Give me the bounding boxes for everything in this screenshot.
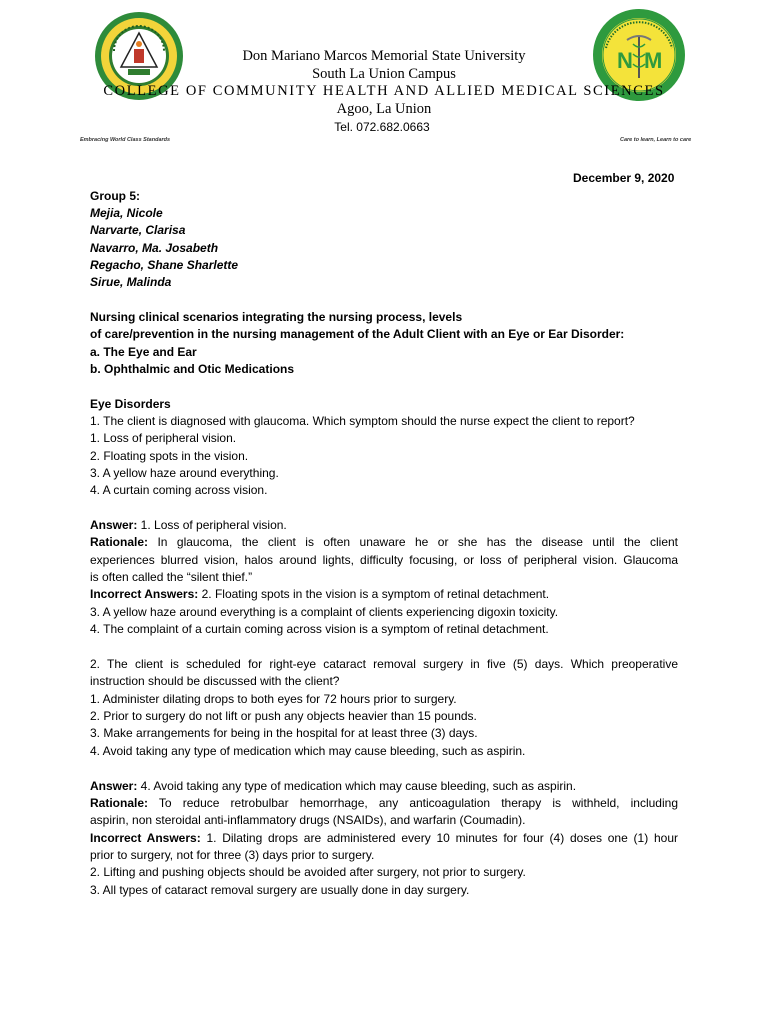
group-member: Sirue, Malinda — [90, 275, 172, 289]
topic-item-a: a. The Eye and Ear — [90, 345, 197, 359]
question-1: 1. The client is diagnosed with glaucoma. Which symptom should the nurse expect the client to report? — [90, 414, 635, 428]
town-name: Agoo, La Union — [336, 101, 432, 117]
topic-item-b: b. Ophthalmic and Otic Medications — [90, 362, 295, 376]
svg-text:M: M — [644, 48, 663, 73]
q1-rationale — [90, 534, 678, 551]
rationale-label: Rationale: — [90, 535, 149, 549]
incorrect-label: Incorrect Answers: — [90, 831, 201, 845]
q2-rationale-line: aspirin, non steroidal anti-inflammatory drugs (NSAIDs), and warfarin (Coumadin). — [90, 813, 526, 827]
incorrect-text: 1. Dilating drops are administered every 10 minutes for four (4) doses one (1) hour — [200, 831, 678, 845]
rationale-text: In glaucoma, the client is often unaware he or she has the disease until the client — [148, 535, 678, 549]
answer-label: Answer: — [90, 779, 138, 793]
group-member: Narvarte, Clarisa — [90, 223, 186, 237]
rationale-label: Rationale: — [90, 796, 149, 810]
incorrect-text: 2. Floating spots in the vision is a symptom of retinal detachment. — [198, 587, 550, 601]
q1-option: 1. Loss of peripheral vision. — [90, 431, 237, 445]
rationale-text: To reduce retrobulbar hemorrhage, any anticoagulation therapy is withheld, including — [148, 796, 678, 810]
q2-answer — [90, 778, 576, 795]
group-member: Regacho, Shane Sharlette — [90, 258, 239, 272]
question-2: 2. The client is scheduled for right-eye cataract removal surgery in five (5) days. Which preoperative — [90, 657, 678, 671]
question-2-line: instruction should be discussed with the client? — [90, 674, 340, 688]
incorrect-label: Incorrect Answers: — [90, 587, 199, 601]
q2-incorrect-line: 2. Lifting and pushing objects should be avoided after surgery, not prior to surgery. — [90, 865, 526, 879]
q1-option: 4. A curtain coming across vision. — [90, 483, 268, 497]
topic-line: Nursing clinical scenarios integrating the nursing process, levels — [90, 310, 463, 324]
q2-incorrect-line: prior to surgery, not for three (3) days prior to surgery. — [90, 848, 375, 862]
q2-option: 3. Make arrangements for being in the hospital for at least three (3) days. — [90, 726, 478, 740]
q2-option: 2. Prior to surgery do not lift or push any objects heavier than 15 pounds. — [90, 709, 477, 723]
q2-option: 4. Avoid taking any type of medication which may cause bleeding, such as aspirin. — [90, 744, 526, 758]
answer-text: 4. Avoid taking any type of medication which may cause bleeding, such as aspirin. — [137, 779, 577, 793]
q1-option: 3. A yellow haze around everything. — [90, 466, 279, 480]
q2-incorrect — [90, 830, 678, 847]
topic-line: of care/prevention in the nursing management of the Adult Client with an Eye or Ear Disorder: — [90, 327, 625, 341]
q1-rationale-line: is often called the “silent thief.” — [90, 570, 253, 584]
q2-rationale — [90, 795, 678, 812]
section-title: Eye Disorders — [90, 397, 171, 411]
university-name: Don Mariano Marcos Memorial State University — [242, 48, 526, 64]
motto-right: Care to learn, Learn to care — [620, 137, 692, 143]
answer-label: Answer: — [90, 518, 138, 532]
q2-option: 1. Administer dilating drops to both eyes for 72 hours prior to surgery. — [90, 692, 457, 706]
q1-answer — [90, 517, 287, 534]
q1-incorrect — [90, 586, 549, 603]
document-date: December 9, 2020 — [573, 171, 675, 185]
q2-incorrect-line: 3. All types of cataract removal surgery are usually done in day surgery. — [90, 883, 470, 897]
group-member: Mejia, Nicole — [90, 206, 163, 220]
telephone: Tel. 072.682.0663 — [334, 120, 430, 134]
q1-rationale-line: experiences blurred vision, halos around lights, difficulty focusing, or loss of peripheral vision. Glaucoma — [90, 553, 678, 567]
q1-incorrect-line: 3. A yellow haze around everything is a complaint of clients experiencing digoxin toxicity. — [90, 605, 559, 619]
group-member: Navarro, Ma. Josabeth — [90, 241, 219, 255]
q1-incorrect-line: 4. The complaint of a curtain coming across vision is a symptom of retinal detachment. — [90, 622, 549, 636]
group-title: Group 5: — [90, 189, 140, 203]
q1-option: 2. Floating spots in the vision. — [90, 449, 249, 463]
svg-text:N: N — [617, 48, 633, 73]
college-name: COLLEGE OF COMMUNITY HEALTH AND ALLIED MEDICAL SCIENCES — [103, 83, 665, 99]
motto-left: Embracing World Class Standards — [80, 137, 171, 143]
answer-text: 1. Loss of peripheral vision. — [137, 518, 287, 532]
campus-name: South La Union Campus — [312, 66, 456, 82]
